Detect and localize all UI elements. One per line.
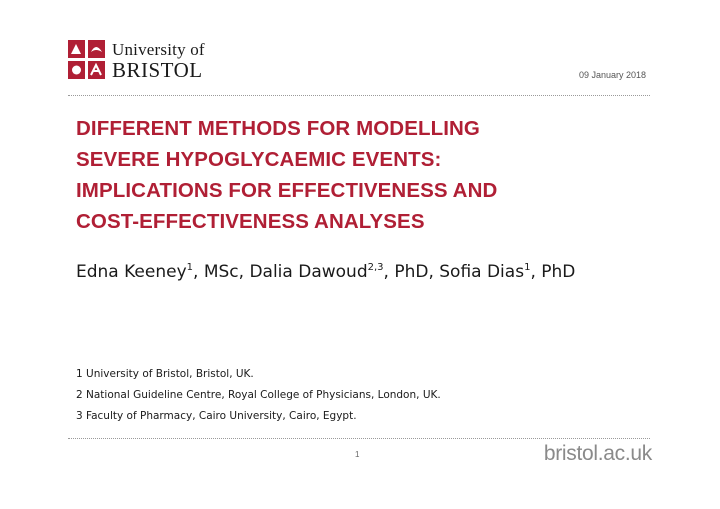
logo-text-bristol: BRISTOL [112, 58, 203, 82]
title-line: COST-EFFECTIVENESS ANALYSES [76, 210, 425, 233]
author-degree: , PhD [530, 262, 576, 282]
author-affiliation-marker: 2,3 [367, 262, 384, 273]
affiliation-item: 3 Faculty of Pharmacy, Cairo University, Cairo, Egypt. [76, 410, 357, 422]
affiliation-list [76, 364, 441, 427]
footer-url: bristol.ac.uk [543, 442, 652, 465]
author-affiliation-marker: 1 [186, 262, 194, 273]
author-degree: , PhD, [383, 262, 440, 282]
university-logo [68, 38, 208, 84]
affiliation-item: 2 National Guideline Centre, Royal College of Physicians, London, UK. [76, 389, 441, 401]
bristol-crest-icon [68, 40, 106, 80]
author-name: Dalia Dawoud [249, 262, 368, 282]
title-line: SEVERE HYPOGLYCAEMIC EVENTS: [76, 148, 442, 171]
logo-text-university-of: University of [112, 40, 205, 59]
author-degree: , MSc, [193, 262, 250, 282]
slide-title [76, 113, 656, 237]
author-list [76, 256, 636, 288]
author-name: Sofia Dias [439, 262, 525, 282]
footer-divider [68, 438, 650, 439]
affiliation-item: 1 University of Bristol, Bristol, UK. [76, 368, 254, 380]
slide-date: 09 January 2018 [578, 70, 646, 80]
author-name: Edna Keeney [76, 262, 187, 282]
title-line: IMPLICATIONS FOR EFFECTIVENESS AND [76, 179, 498, 202]
header-divider [68, 95, 650, 96]
title-line: DIFFERENT METHODS FOR MODELLING [76, 117, 480, 140]
author-affiliation-marker: 1 [524, 262, 531, 273]
page-number: 1 [355, 450, 360, 459]
